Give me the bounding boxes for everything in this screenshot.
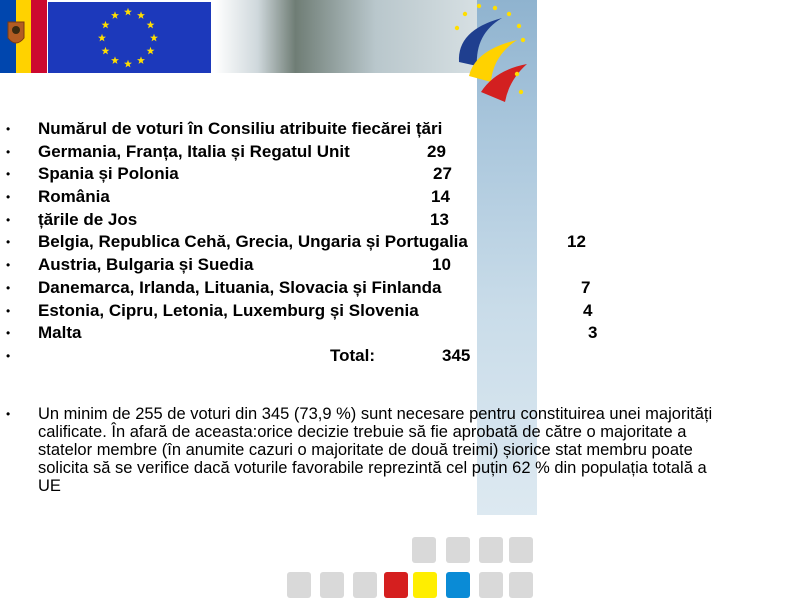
- list-item: [0, 231, 760, 254]
- decor-square: [287, 572, 311, 598]
- vote-count: 29: [427, 141, 446, 161]
- list-item: [0, 141, 760, 164]
- vote-count: 27: [433, 164, 452, 184]
- country-label: Danemarca, Irlanda, Lituania, Slovacia și Finlanda: [38, 277, 442, 297]
- decor-square: [320, 572, 344, 598]
- country-label: Austria, Bulgaria și Suedia: [38, 255, 254, 275]
- bullet-icon: •: [6, 326, 11, 341]
- decor-square: [509, 537, 533, 563]
- list-item: [0, 186, 760, 209]
- moldova-coat-of-arms-icon: [4, 18, 28, 54]
- total-label: Total:: [330, 345, 376, 365]
- bullet-icon: •: [6, 167, 11, 182]
- bullet-icon: •: [6, 235, 11, 250]
- list-item: [0, 209, 760, 232]
- bullet-icon: •: [6, 122, 11, 136]
- romania-eu-logo-icon: [447, 0, 532, 110]
- eu-flag-icon: [48, 2, 211, 73]
- majority-explanation: [0, 405, 718, 495]
- decor-square: [479, 572, 503, 598]
- country-label: România: [38, 187, 110, 207]
- vote-count: 13: [430, 209, 449, 229]
- bullet-icon: •: [6, 406, 11, 421]
- bullet-icon: •: [6, 348, 11, 363]
- decor-square-blue: [446, 572, 470, 598]
- list-heading-text: Numărul de voturi în Consiliu atribuite fiecărei țări: [38, 119, 443, 138]
- decor-square-red: [384, 572, 408, 598]
- bullet-icon: •: [6, 280, 11, 295]
- list-item: [0, 254, 760, 277]
- decor-square: [509, 572, 533, 598]
- vote-count: 4: [583, 300, 593, 320]
- paragraph-text: Un minim de 255 de voturi din 345 (73,9 %) sunt necesare pentru constituirea unei majorități calificate. În afară de aceasta:orice decizie trebuie să fie aprobată de către o majoritate a statelor membre (în anumite cazuri o majoritate de două treimi) șiorice stat membru poate solicita să se verifice dacă voturile favorabile reprezintă cel puțin 62 % din populația totală a UE: [38, 404, 713, 495]
- decor-square-yellow: [413, 572, 437, 598]
- vote-count: 10: [432, 255, 451, 275]
- list-item: [0, 322, 760, 345]
- decor-square: [353, 572, 377, 598]
- bullet-icon: •: [6, 144, 11, 159]
- bullet-icon: •: [6, 303, 11, 318]
- list-item: [0, 300, 760, 323]
- vote-count: 12: [567, 232, 586, 252]
- country-label: Spania și Polonia: [38, 164, 179, 184]
- country-label: Malta: [38, 323, 82, 343]
- bullet-icon: •: [6, 190, 11, 205]
- list-item: [0, 277, 760, 300]
- country-label: țările de Jos: [38, 209, 138, 229]
- vote-count: 3: [588, 323, 598, 343]
- total-row: [0, 345, 760, 368]
- vote-allocation-list: [0, 118, 760, 495]
- vote-count: 7: [581, 277, 591, 297]
- country-label: Estonia, Cipru, Letonia, Luxemburg și Slovenia: [38, 300, 419, 320]
- decor-square: [446, 537, 470, 563]
- list-heading: [0, 118, 760, 141]
- decor-square: [412, 537, 436, 563]
- bullet-icon: •: [6, 212, 11, 227]
- decor-square: [479, 537, 503, 563]
- total-value: 345: [442, 345, 471, 365]
- country-label: Germania, Franța, Italia și Regatul Unit: [38, 141, 350, 161]
- vote-count: 14: [431, 187, 450, 207]
- bullet-icon: •: [6, 258, 11, 273]
- list-item: [0, 163, 760, 186]
- country-label: Belgia, Republica Cehă, Grecia, Ungaria și Portugalia: [38, 232, 468, 252]
